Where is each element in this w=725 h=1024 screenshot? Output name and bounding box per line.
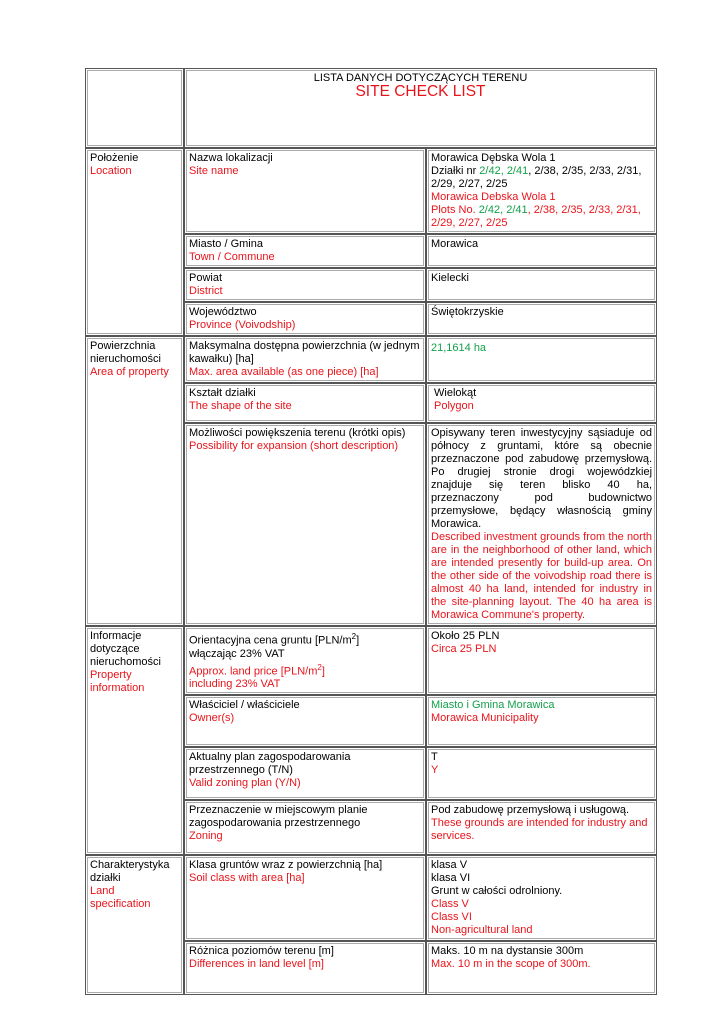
site-name-label-pl: Nazwa lokalizacji	[189, 152, 273, 164]
town-label-pl: Miasto / Gmina	[189, 238, 263, 250]
shape-value-pl: Wielokąt	[434, 387, 477, 399]
town-label	[184, 234, 426, 268]
soil-label	[184, 855, 426, 941]
price-label-pl-close: ]	[356, 634, 360, 647]
section-land-label-pl-2: działki	[90, 872, 121, 885]
zoning-plan-value	[426, 747, 657, 800]
section-property-label-pl-2: dotyczące	[90, 643, 140, 655]
district-label-en: District	[189, 285, 223, 297]
level-value-pl: Maks. 10 m na dystansie 300m	[431, 945, 584, 958]
soil-value-en-1: Class V	[431, 898, 469, 911]
max-area-label-pl: Maksymalna dostępna powierzchnia (w jednym kawałku) [ha]	[189, 340, 420, 365]
header-title	[184, 68, 657, 148]
plots-en-prefix: Plots No.	[431, 204, 479, 216]
price-label	[184, 626, 426, 695]
price-value	[426, 626, 657, 695]
site-check-list-table	[85, 68, 657, 995]
price-value-en: Circa 25 PLN	[431, 643, 497, 655]
section-property-label-en-1: Property	[90, 669, 132, 681]
owner-label-en: Owner(s)	[189, 712, 235, 725]
expansion-value-pl: Opisywany teren inwestycyjny sąsiaduje od północy z gruntami, które są obecnie przeznaczone pod zabudowę przemysłową. Po drugiej stronie drogi wojewódzkiej znajduje się teren blisko 40 ha, przeznaczony pod budownictwo przemysłowe, będący własnością gminy Morawica.	[431, 427, 653, 530]
soil-value-en-3: Non-agricultural land	[431, 924, 533, 937]
section-property-label-pl-1: Informacje	[90, 630, 142, 642]
level-label-pl: Różnica poziomów terenu [m]	[189, 945, 334, 958]
site-name-en: Morawica Debska Wola 1	[431, 191, 556, 203]
max-area-label	[184, 336, 426, 383]
price-label-en	[189, 661, 421, 679]
zoning-value-pl: Pod zabudowę przemysłową i usługową.	[431, 804, 630, 817]
plots-en-green: 2/42, 2/41	[478, 204, 528, 216]
zoning-value-en: These grounds are intended for industry and services.	[431, 817, 648, 843]
shape-label	[184, 383, 426, 423]
district-value: Kielecki	[426, 268, 657, 302]
shape-label-en: The shape of the site	[189, 400, 292, 412]
price-label-pl	[189, 630, 421, 648]
section-location	[85, 148, 184, 336]
soil-value-pl-3: Grunt w całości odrolniony.	[431, 885, 563, 898]
owner-value-pl: Miasto i Gmina Morawica	[431, 699, 555, 712]
price-label-pl-vat: włączając 23% VAT	[189, 647, 285, 660]
max-area-label-en: Max. area available (as one piece) [ha]	[189, 366, 379, 378]
owner-value	[426, 695, 657, 747]
plots-pl-rest: , 2/38, 2/35, 2/33, 2/31, 2/29, 2/27, 2/25	[431, 165, 642, 190]
town-value: Morawica	[426, 234, 657, 268]
site-name-label	[184, 148, 426, 234]
section-property-label-en-2: information	[90, 682, 145, 694]
zoning-plan-label-en: Valid zoning plan (Y/N)	[189, 777, 301, 790]
price-label-en-sup: 2	[317, 662, 322, 672]
expansion-label-pl: Możliwości powiększenia terenu (krótki opis)	[189, 427, 406, 439]
owner-label	[184, 695, 426, 747]
section-location-label-en: Location	[90, 165, 132, 177]
plots-pl	[431, 165, 652, 191]
level-value	[426, 941, 657, 995]
title-polish: LISTA DANYCH DOTYCZĄCYCH TERENU	[313, 72, 528, 84]
site-name-pl: Morawica Dębska Wola 1	[431, 152, 556, 164]
town-label-en: Town / Commune	[189, 251, 275, 263]
plots-en	[431, 204, 652, 230]
site-name-label-en: Site name	[189, 165, 239, 177]
zoning-plan-value-en: Y	[431, 764, 439, 777]
section-land	[85, 855, 184, 995]
province-label-en: Province (Voivodship)	[189, 319, 296, 331]
level-label-en: Differences in land level [m]	[189, 958, 324, 971]
max-area-value: 21,1614 ha	[426, 336, 657, 383]
price-value-pl: Około 25 PLN	[431, 630, 500, 642]
plots-pl-prefix: Działki nr	[431, 165, 480, 177]
owner-label-pl: Właściciel / właściciele	[189, 699, 300, 712]
zoning-label-en: Zoning	[189, 830, 223, 843]
shape-label-pl: Kształt działki	[189, 387, 256, 399]
price-label-en-close: ]	[321, 665, 325, 678]
section-property-label-pl-3: nieruchomości	[90, 656, 161, 668]
section-area-label-en: Area of property	[90, 366, 169, 378]
expansion-label	[184, 423, 426, 626]
shape-value	[426, 383, 657, 423]
soil-value	[426, 855, 657, 941]
soil-value-pl-2: klasa VI	[431, 872, 471, 885]
level-label	[184, 941, 426, 995]
zoning-label	[184, 800, 426, 855]
price-label-en-text: Approx. land price [PLN/m	[189, 665, 318, 678]
plots-pl-green: 2/42, 2/41	[479, 165, 529, 177]
section-area-label-pl-1: Powierzchnia	[90, 340, 156, 352]
expansion-label-en: Possibility for expansion (short description)	[189, 440, 399, 452]
section-land-label-pl-1: Charakterystyka	[90, 859, 170, 872]
price-label-en-vat: including 23% VAT	[189, 678, 281, 691]
soil-label-en: Soil class with area [ha]	[189, 872, 305, 885]
section-location-label-pl: Położenie	[90, 152, 139, 164]
zoning-plan-label	[184, 747, 426, 800]
province-value: Świętokrzyskie	[426, 302, 657, 336]
district-label	[184, 268, 426, 302]
zoning-plan-label-pl: Aktualny plan zagospodarowania przestrzennego (T/N)	[189, 751, 351, 777]
header-blank-cell	[85, 68, 184, 148]
soil-label-pl: Klasa gruntów wraz z powierzchnią [ha]	[189, 859, 383, 872]
province-label	[184, 302, 426, 336]
expansion-value	[426, 423, 657, 626]
zoning-label-pl: Przeznaczenie w miejscowym planie zagospodarowania przestrzennego	[189, 804, 368, 830]
district-label-pl: Powiat	[189, 272, 223, 284]
site-name-value	[426, 148, 657, 234]
zoning-value	[426, 800, 657, 855]
plots-en-rest: , 2/38, 2/35, 2/33, 2/31, 2/29, 2/27, 2/25	[431, 204, 641, 229]
price-label-pl-sup: 2	[351, 632, 357, 641]
section-land-label-en-1: Land	[90, 885, 115, 898]
price-label-pl-text: Orientacyjna cena gruntu [PLN/m	[189, 634, 352, 647]
shape-value-en: Polygon	[434, 400, 474, 412]
section-property	[85, 626, 184, 855]
section-land-label-en-2: specification	[90, 898, 151, 911]
level-value-en: Max. 10 m in the scope of 300m.	[431, 958, 591, 971]
section-area	[85, 336, 184, 626]
expansion-value-en: Described investment grounds from the north are in the neighborhood of other land, which are intended presently for build-up area. On the other side of the voivodship road there is almost 40 ha land, intended for industry in the site-planning layout. The 40 ha area is Morawica Commune's property.	[431, 531, 653, 621]
section-area-label-pl-2: nieruchomości	[90, 353, 161, 365]
soil-value-en-2: Class VI	[431, 911, 472, 924]
soil-value-pl-1: klasa V	[431, 859, 468, 872]
owner-value-en: Morawica Municipality	[431, 712, 539, 725]
title-english: SITE CHECK LIST	[355, 83, 486, 100]
province-label-pl: Województwo	[189, 306, 257, 318]
zoning-plan-value-pl: T	[431, 751, 438, 764]
